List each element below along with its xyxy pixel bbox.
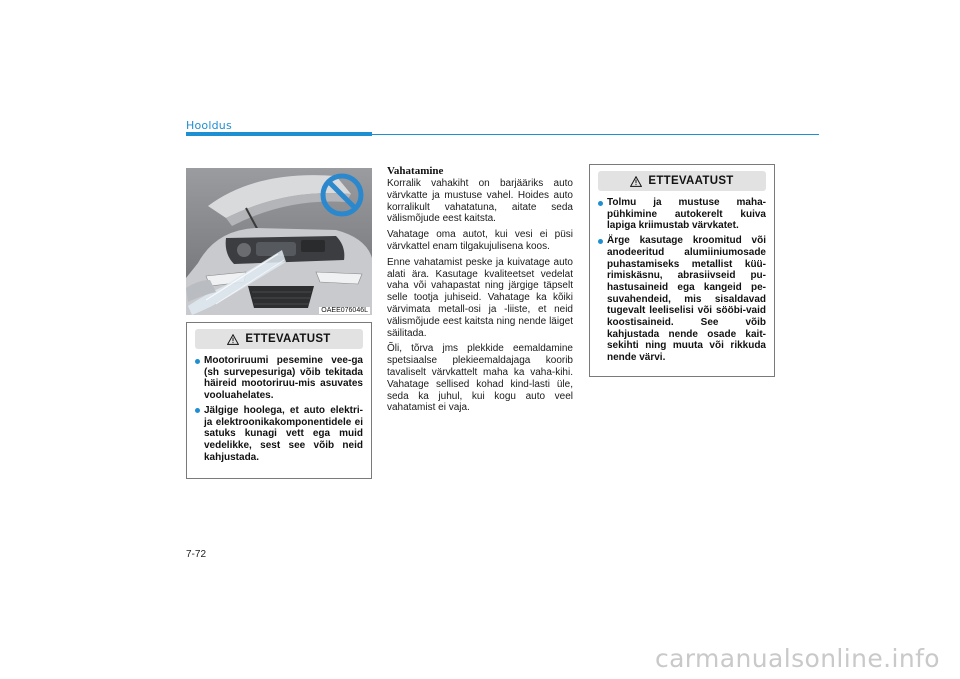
warning-triangle-icon — [227, 334, 239, 345]
caution-title: ETTEVAATUST — [245, 333, 331, 345]
caution-header — [195, 329, 363, 349]
section-title: Hooldus — [186, 119, 232, 132]
article-paragraph: Vahatage oma autot, kui vesi ei püsi värvkattel enam tilgakujulisena koos. — [387, 229, 573, 252]
caution-list — [590, 195, 774, 364]
figure-code: OAEE076046L — [321, 307, 368, 314]
caution-item: Ärge kasutage kroomitud või anodeeritud alumiiniumosade puhastamiseks metallist küü-rimiskäsnu, abrasiivseid pu-hastusaineid ega kangeid pe-suvahendeid, mis sisaldavad tugevalt leeliselisi või sööbi-vaid koostisaineid. See võib kahjustada nende osade kait-sekihti ning muuta või rikkuda nende värvi. — [598, 235, 766, 364]
watermark-link[interactable]: carmanualsonline.info — [654, 644, 940, 673]
header-rule-thin — [372, 134, 819, 135]
article-paragraph: Õli, tõrva jms plekkide eemaldamine spetsiaalse plekieemaldajaga koorib tavaliselt värvkattelt maha ka vaha-kihi. Vahatage sellised kohad kind-lasti üle, seda ka juhul, kui kogu auto veel vahatamist ei vaja. — [387, 343, 573, 414]
header-rule-thick — [186, 132, 372, 136]
engine-bay-illustration — [186, 168, 372, 315]
waxing-article — [387, 165, 573, 418]
caution-list — [187, 353, 371, 463]
page-number: 7-72 — [186, 549, 207, 560]
caution-item: Jälgige hoolega, et auto elektri- ja elektroonikakomponentidele ei satuks kunagi vett ega muid vedelikke, sest see võib neid kahjustada. — [195, 405, 363, 464]
article-heading: Vahatamine — [387, 165, 444, 177]
caution-box-left — [186, 322, 372, 479]
caution-item: Mootoriruumi pesemine vee-ga (sh survepesuriga) võib tekitada häireid mootoriruu-mis asuvates vooluahelates. — [195, 355, 363, 402]
caution-title: ETTEVAATUST — [648, 175, 734, 187]
article-paragraph: Korralik vahakiht on barjääriks auto värvkatte ja mustuse vahel. Hoides auto korralikult vahatatuna, aitate seda välismõjude eest kaitsta. — [387, 178, 573, 225]
article-paragraph: Enne vahatamist peske ja kuivatage auto alati ära. Kasutage kvaliteetset vedelat vaha või vahapastat ning järgige täpselt selle tootja juhiseid. Vahatage ka kõiki värvimata metall-osi ja -liiste, et neid välismõjude eest kaitsta ning nende läiget säilitada. — [387, 256, 573, 339]
caution-item: Tolmu ja mustuse maha-pühkimine autokerelt kuiva lapiga kriimustab värvkatet. — [598, 197, 766, 232]
prohibition-icon — [319, 172, 365, 218]
caution-header — [598, 171, 766, 191]
caution-box-right — [589, 164, 775, 377]
warning-triangle-icon — [630, 176, 642, 187]
